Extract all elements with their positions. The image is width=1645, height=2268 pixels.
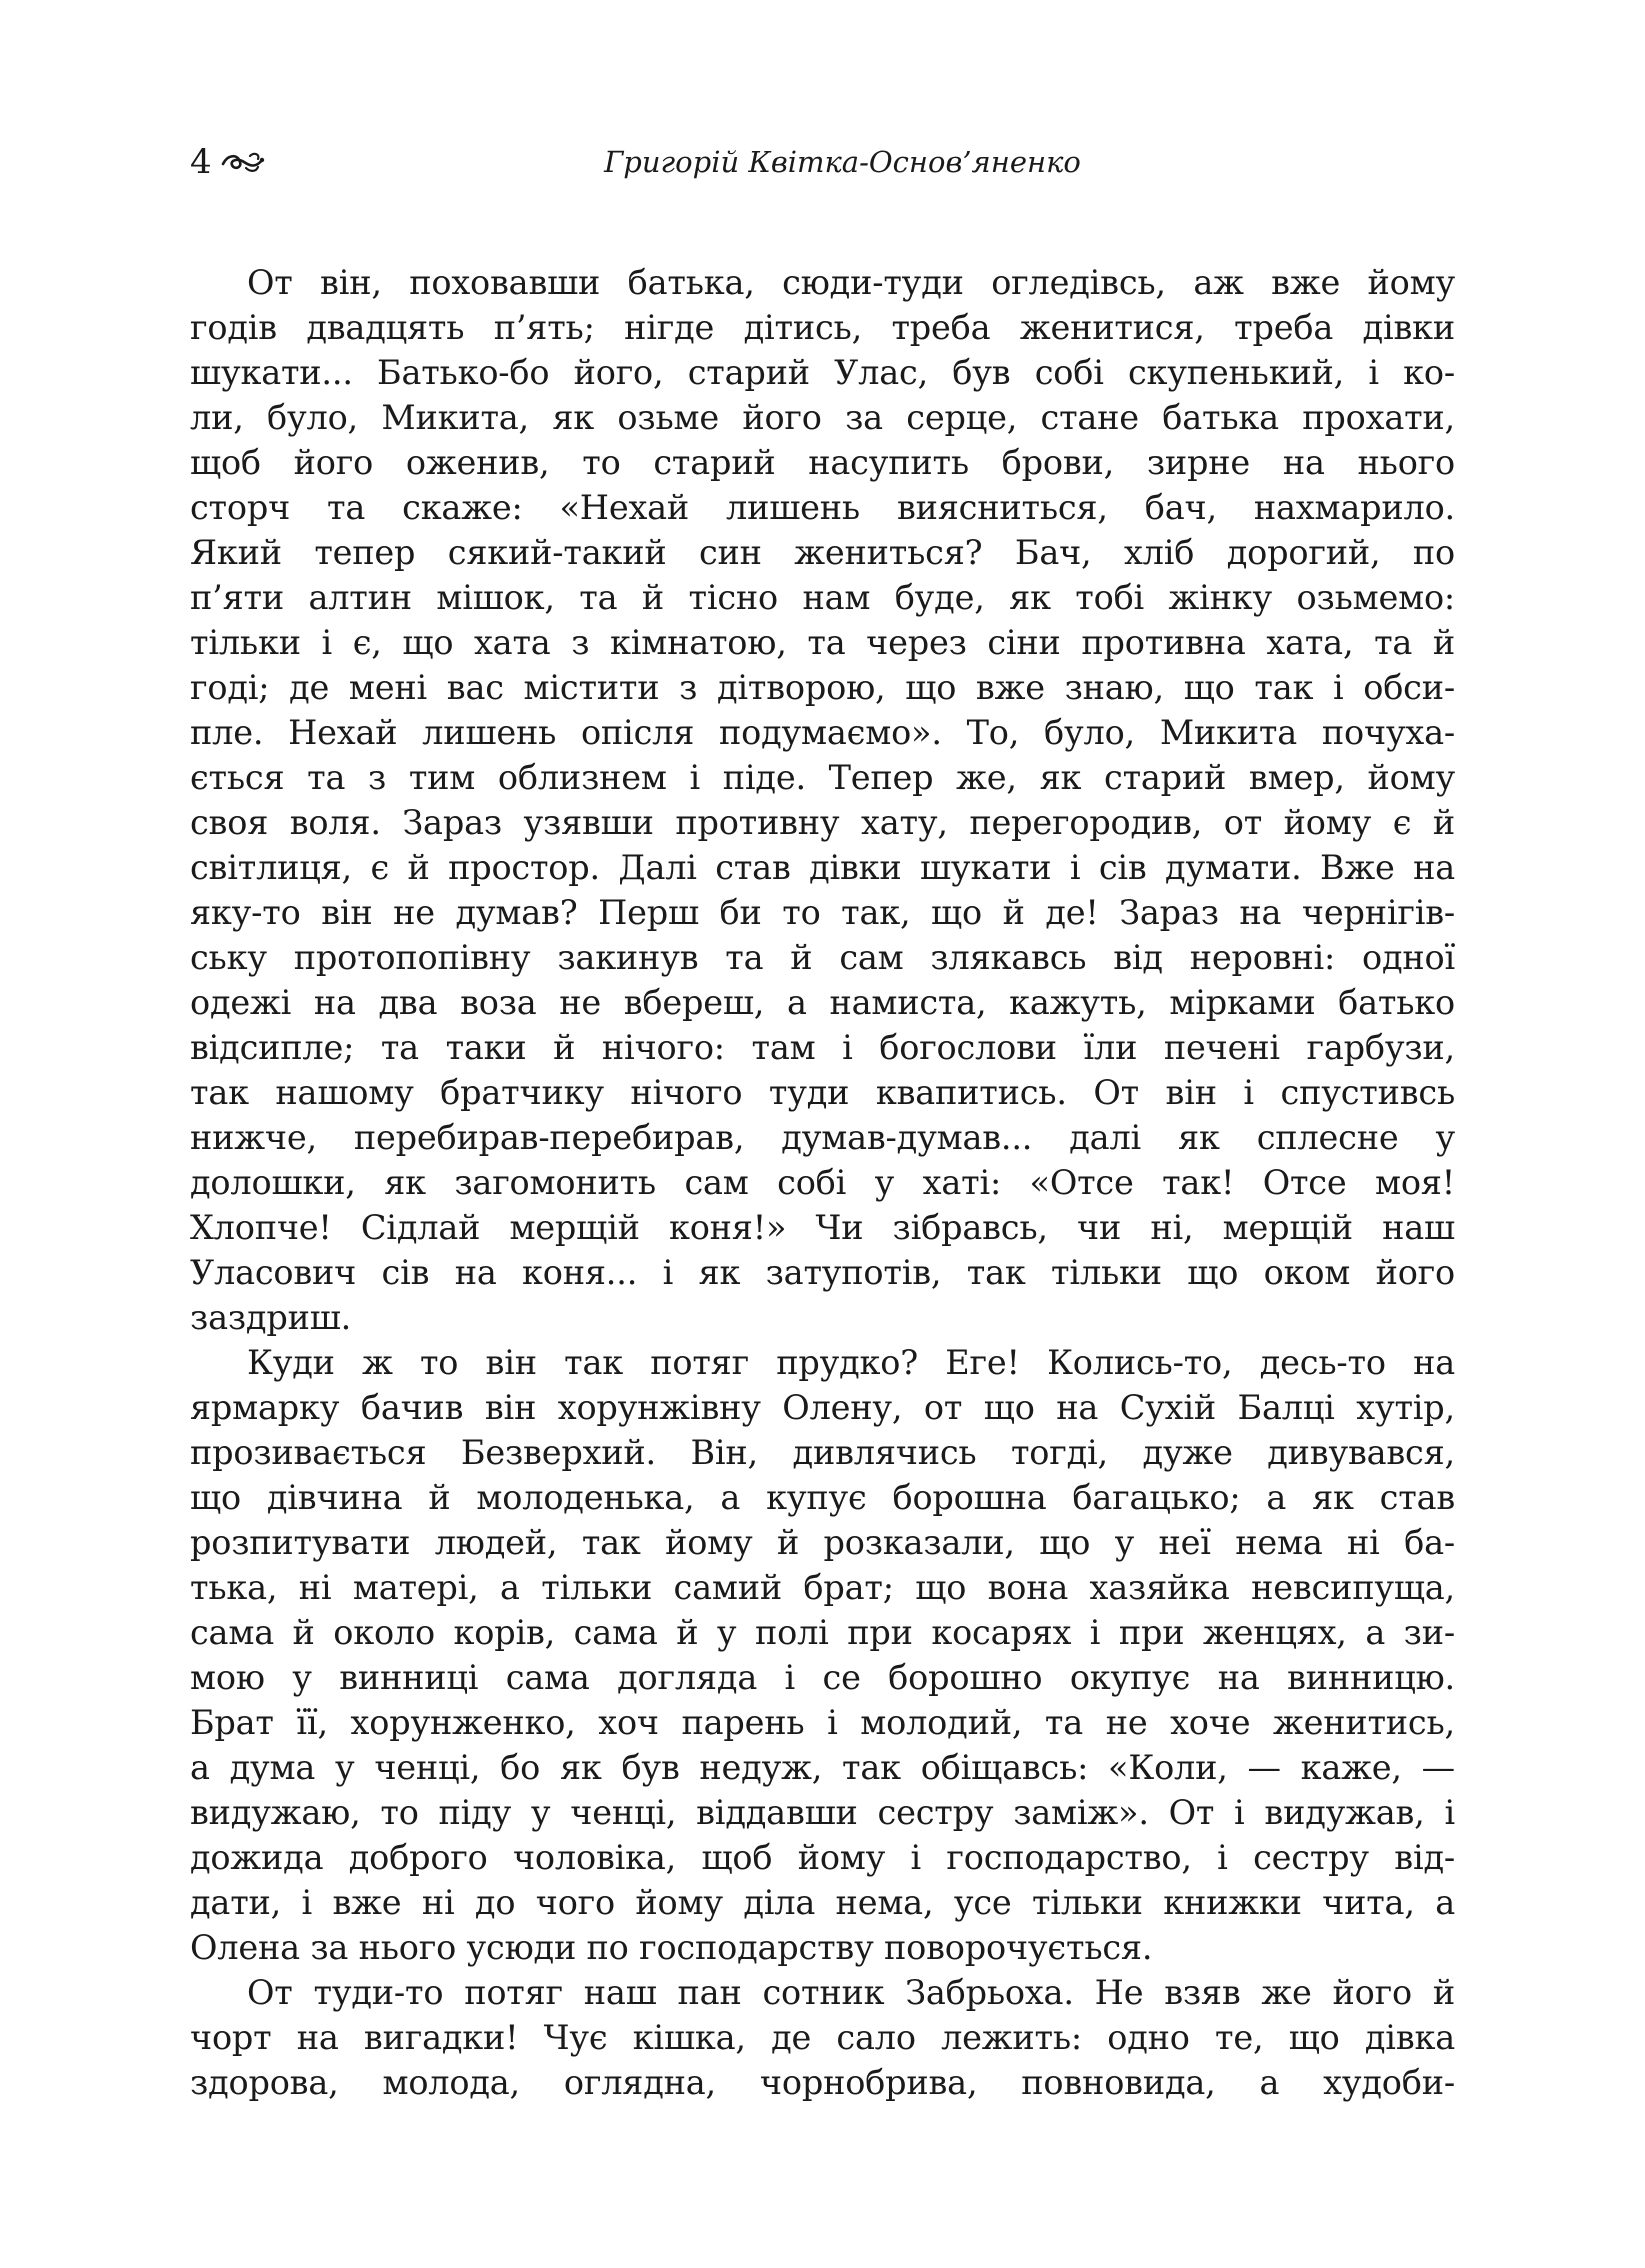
body-text	[190, 260, 1455, 2105]
page-number: 4	[190, 142, 212, 182]
text-line: заздриш.	[190, 1298, 352, 1337]
text-line: Уласович сів на коня... і як затупотів, так тільки що оком його	[190, 1253, 1455, 1292]
text-line: світлиця, є й простор. Далі став дівки шукати і сів думати. Вже на	[190, 848, 1455, 887]
text-line: мою у винниці сама догляда і се борошно окупує на винницю.	[190, 1658, 1455, 1697]
text-line: яку-то він не думав? Перш би то так, що й де! Зараз на чернігів-	[190, 893, 1455, 932]
text-line: ярмарку бачив він хорунжівну Олену, от що на Сухій Балці хутір,	[190, 1388, 1455, 1427]
text-line: щоб його оженив, то старий насупить брови, зирне на нього	[190, 443, 1455, 482]
text-line: одежі на два воза не вбереш, а намиста, кажуть, мірками батько	[190, 983, 1455, 1022]
text-line: дожида доброго чоловіка, щоб йому і господарство, і сестру від-	[190, 1838, 1455, 1877]
text-line: От він, поховавши батька, сюди-туди огледівсь, аж вже йому	[247, 263, 1455, 302]
text-line: сторч та скаже: «Нехай лишень вияснитьcя, бач, нахмарило.	[190, 488, 1455, 527]
text-line: Брат її, хорунженко, хоч парень і молодий, та не хоче женитись,	[190, 1703, 1455, 1742]
paragraph-3	[190, 1970, 1455, 2105]
running-head	[190, 142, 1455, 194]
text-line: Який тепер сякий-такий син жениться? Бач, хліб дорогий, по	[190, 533, 1455, 572]
text-line: годів двадцять п’ять; нігде дітись, треба женитися, треба дівки	[190, 308, 1455, 347]
text-line: відсипле; та таки й нічого: там і богослови їли печені гарбузи,	[190, 1028, 1455, 1067]
text-line: тільки і є, що хата з кімнатою, та через сіни противна хата, та й	[190, 623, 1455, 662]
text-line: здорова, молода, оглядна, чорнобрива, повновида, а худоби-	[190, 2063, 1455, 2102]
paragraph-1	[190, 260, 1455, 1340]
text-line: сама й около корів, сама й у полі при косарях і при женцях, а зи-	[190, 1613, 1455, 1652]
text-line: а дума у ченці, бо як був недуж, так обіщавсь: «Коли, — каже, —	[190, 1748, 1455, 1787]
text-line: пле. Нехай лишень опісля подумаємо». То, було, Микита почуха-	[190, 713, 1455, 752]
paragraph-2	[190, 1340, 1455, 1970]
text-line: так нашому братчику нічого туди квапитись. От він і спустивсь	[190, 1073, 1455, 1112]
text-line: прозивається Безверхий. Він, дивлячись тогді, дуже дивувався,	[190, 1433, 1455, 1472]
text-line: що дівчина й молоденька, а купує борошна багацько; а як став	[190, 1478, 1455, 1517]
text-line: нижче, перебирав-перебирав, думав-думав... далі як сплесне у	[190, 1118, 1455, 1157]
text-line: розпитувати людей, так йому й розказали, що у неї нема ні ба-	[190, 1523, 1455, 1562]
text-line: ську протопопівну закинув та й сам злякавсь від неровні: одної	[190, 938, 1455, 977]
text-line: видужаю, то піду у ченці, віддавши сестру заміж». От і видужав, і	[190, 1793, 1455, 1832]
text-line: Хлопче! Сідлай мерщій коня!» Чи зібравсь, чи ні, мерщій наш	[190, 1208, 1455, 1247]
text-line: Олена за нього усюди по господарству поворочується.	[190, 1928, 1153, 1967]
text-line: От туди-то потяг наш пан сотник Забрьоха. Не взяв же його й	[247, 1973, 1455, 2012]
text-line: п’яти алтин мішок, та й тісно нам буде, як тобі жінку озьмемо:	[190, 578, 1455, 617]
text-line: ється та з тим облизнем і піде. Тепер же, як старий вмер, йому	[190, 758, 1455, 797]
text-line: чорт на вигадки! Чує кішка, де сало лежить: одно те, що дівка	[190, 2018, 1455, 2057]
text-line: ли, було, Микита, як озьме його за серце, стане батька прохати,	[190, 398, 1455, 437]
text-line: долошки, як загомонить сам собі у хаті: «Отсе так! Отсе моя!	[190, 1163, 1455, 1202]
text-line: Куди ж то він так потяг прудко? Еге! Колись-то, десь-то на	[247, 1343, 1455, 1382]
text-line: годі; де мені вас містити з дітворою, що вже знаю, що так і обси-	[190, 668, 1455, 707]
text-line: своя воля. Зараз узявши противну хату, перегородив, от йому є й	[190, 803, 1455, 842]
text-line: дати, і вже ні до чого йому діла нема, усе тільки книжки чита, а	[190, 1883, 1455, 1922]
text-line: шукати... Батько-бо його, старий Улас, був собі скупенький, і ко-	[190, 353, 1455, 392]
running-head-author: Григорій Квітка-Основ’яненко	[604, 145, 1081, 179]
text-line: тька, ні матері, а тільки самий брат; що вона хазяйка невсипуща,	[190, 1568, 1455, 1607]
